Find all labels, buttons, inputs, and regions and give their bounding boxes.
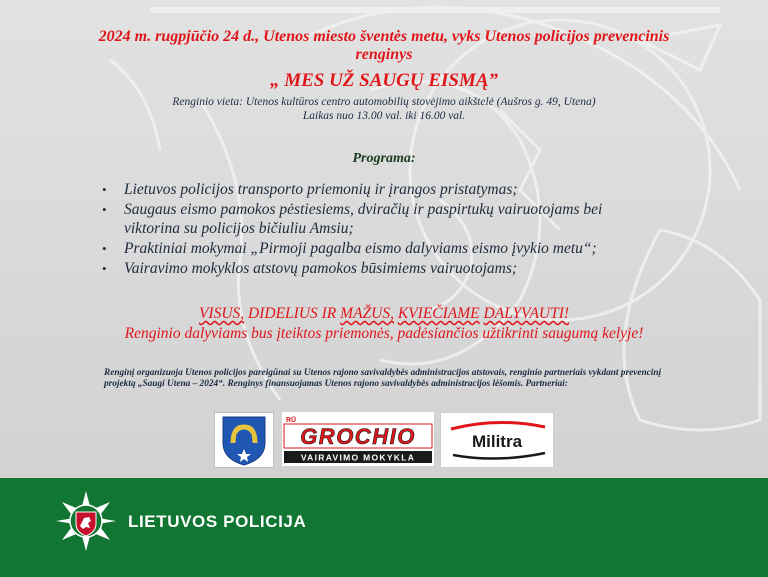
bullet-icon: • bbox=[102, 182, 107, 197]
grochio-logo bbox=[282, 412, 434, 466]
program-list bbox=[100, 180, 660, 279]
program-heading: Programa: bbox=[352, 151, 416, 166]
program-item: • Vairavimo mokyklos atstovų pamokos būsimiems vairuotojams; bbox=[102, 260, 518, 277]
invite-word: VISUS, bbox=[198, 305, 245, 322]
program-item: • Lietuvos policijos transporto priemonių ir įrangos pristatymas; bbox=[102, 181, 518, 198]
invite-word: DIDELIUS IR bbox=[248, 305, 337, 322]
event-title: „ MES UŽ SAUGŲ EISMĄ” bbox=[269, 70, 499, 91]
utena-coat-of-arms-logo bbox=[214, 412, 274, 468]
participants-note: Renginio dalyviams bus įteiktos priemonės, padėsiančios užtikrinti saugumą kelyje! bbox=[124, 325, 644, 342]
event-headline-cont: renginys bbox=[355, 46, 413, 63]
police-brand-name: LIETUVOS POLICIJA bbox=[128, 512, 307, 531]
event-time: Laikas nuo 13.00 val. iki 16.00 val. bbox=[302, 110, 466, 122]
grochio-subtitle: VAIRAVIMO MOKYKLA bbox=[300, 452, 416, 463]
organizers-text: Renginį organizuoja Utenos policijos pareigūnai su Utenos rajono savivaldybės administracijos atstovais, renginio partneriais vykdant prevencinį projektą „Saugi Utena – 2024“. Renginys finansuojamas Utenos rajono savivaldybės administracijos lėšomis. Partneriai: bbox=[104, 368, 662, 389]
invite-word: DALYVAUTI! bbox=[483, 305, 570, 322]
partner-logos bbox=[0, 412, 768, 468]
police-star-badge-icon bbox=[55, 490, 117, 552]
militra-logo bbox=[440, 412, 554, 468]
event-headline: 2024 m. rugpjūčio 24 d., Utenos miesto šventės metu, vyks Utenos policijos prevencinis bbox=[98, 28, 670, 45]
invite-word: MAŽUS, bbox=[340, 305, 394, 322]
event-venue: Renginio vieta: Utenos kultūros centro automobilių stovėjimo aikštelė (Aušros g. 49, Utena) bbox=[172, 96, 596, 108]
bullet-icon: • bbox=[102, 202, 107, 217]
bullet-icon: • bbox=[102, 261, 107, 276]
grochio-small-text: RŪ bbox=[286, 417, 297, 424]
police-footer bbox=[0, 478, 768, 577]
program-item: • Praktiniai mokymai „Pirmoji pagalba eismo dalyviams eismo įvykio metu“; bbox=[102, 240, 597, 257]
program-item: • Saugaus eismo pamokos pėstiesiems, dviračių ir paspirtukų vairuotojams bei viktorina su policijos bičiuliu Amsiu; bbox=[102, 201, 603, 237]
grochio-name: GROCHIO bbox=[300, 424, 416, 449]
invitation-line bbox=[40, 305, 728, 323]
militra-name: Militra bbox=[471, 432, 523, 451]
bullet-icon: • bbox=[102, 241, 107, 256]
invite-word: KVIEČIAME bbox=[397, 305, 480, 322]
